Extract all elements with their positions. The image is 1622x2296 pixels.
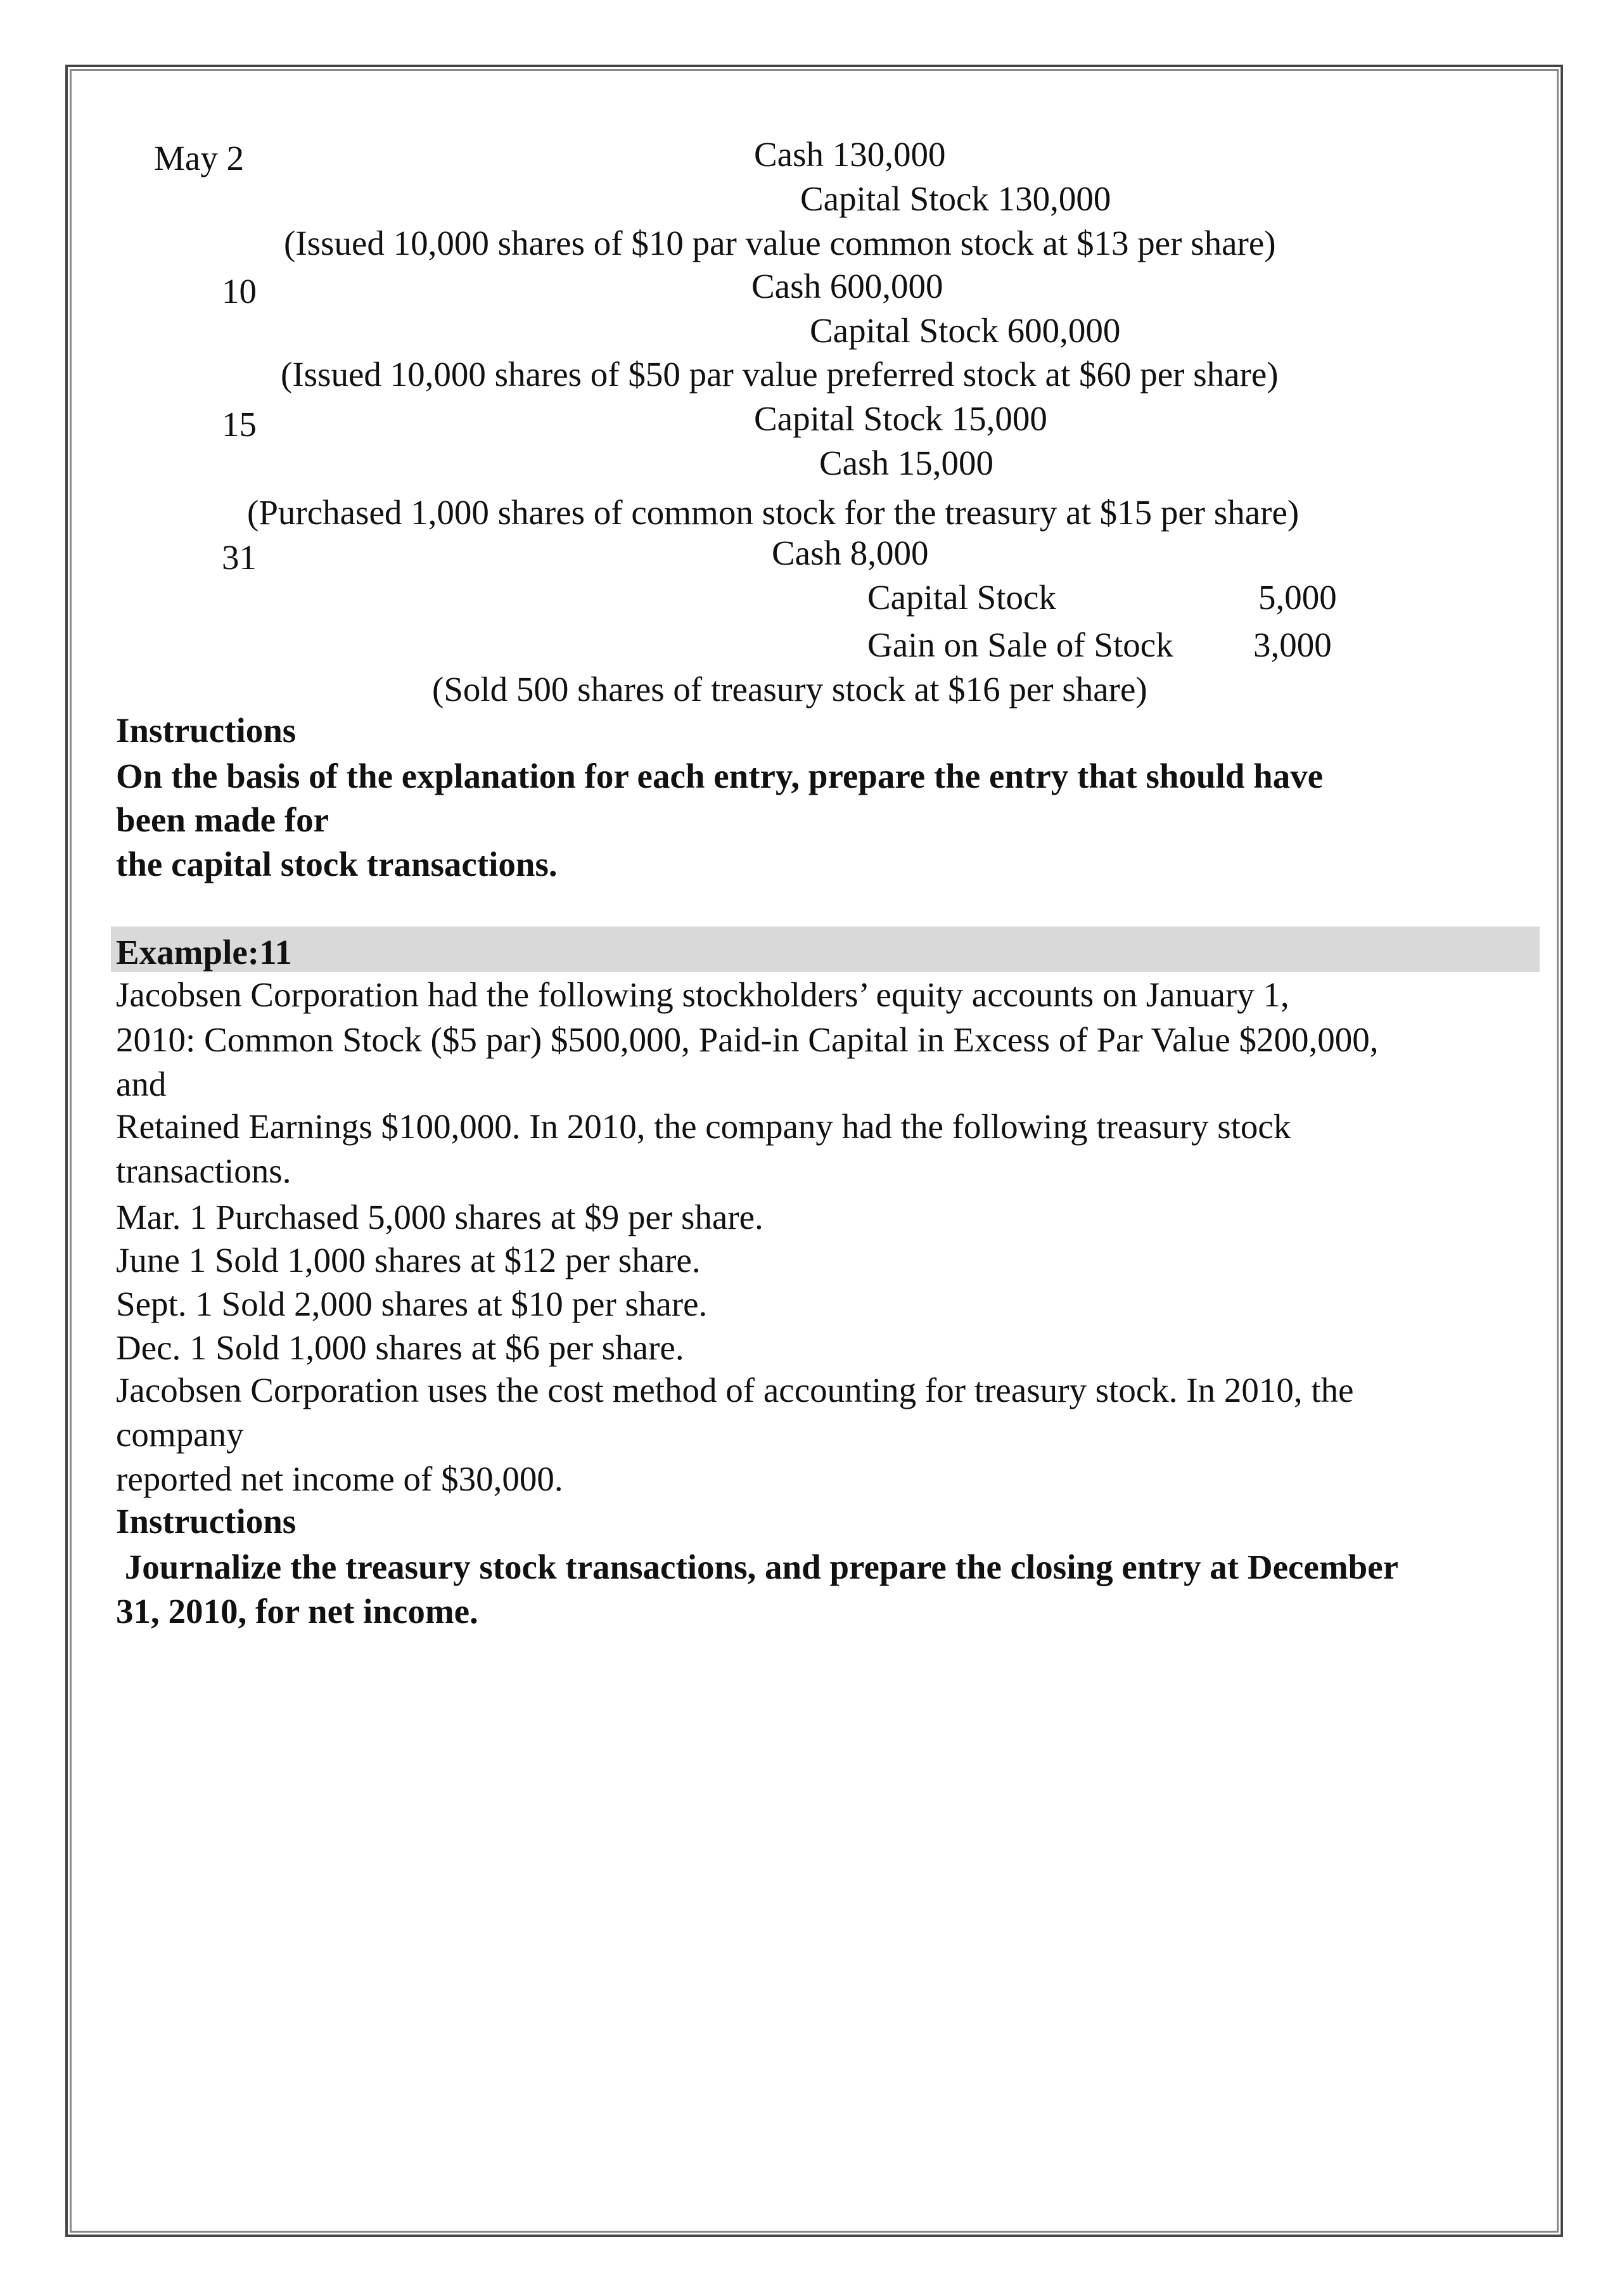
entry-date: 15 [222, 405, 257, 444]
instructions-heading: Instructions [116, 1502, 297, 1541]
entry-explanation: (Purchased 1,000 shares of common stock for the treasury at $15 per share) [247, 493, 1300, 532]
entry-explanation: (Issued 10,000 shares of $10 par value common stock at $13 per share) [284, 224, 1276, 262]
entry-credit: Capital Stock 600,000 [810, 311, 1121, 350]
entry-date: 31 [222, 538, 257, 577]
paragraph-line: reported net income of $30,000. [116, 1459, 563, 1498]
instructions-text: the capital stock transactions. [116, 845, 558, 883]
entry-credit-amount: 5,000 [1258, 578, 1337, 617]
instructions-text: 31, 2010, for net income. [116, 1592, 478, 1631]
instructions-text: On the basis of the explanation for each entry, prepare the entry that should have [116, 757, 1324, 795]
paragraph-line: Jacobsen Corporation had the following stockholders’ equity accounts on January 1, [116, 975, 1289, 1014]
instructions-text: Journalize the treasury stock transactions, and prepare the closing entry at December [116, 1548, 1399, 1586]
paragraph-line: company [116, 1415, 244, 1454]
paragraph-line: and [116, 1065, 167, 1103]
paragraph-line: transactions. [116, 1151, 291, 1190]
entry-explanation: (Sold 500 shares of treasury stock at $16 per share) [432, 670, 1147, 709]
example-heading: Example:11 [116, 933, 293, 972]
entry-debit: Cash 8,000 [772, 534, 929, 572]
paragraph-line: Retained Earnings $100,000. In 2010, the company had the following treasury stock [116, 1107, 1291, 1146]
instructions-heading: Instructions [116, 711, 297, 750]
entry-credit: Cash 15,000 [819, 444, 993, 482]
paragraph-line: Jacobsen Corporation uses the cost method of accounting for treasury stock. In 2010, the [116, 1371, 1354, 1409]
entry-date: 10 [222, 272, 257, 311]
entry-explanation: (Issued 10,000 shares of $50 par value preferred stock at $60 per share) [281, 355, 1279, 394]
transaction-line: Sept. 1 Sold 2,000 shares at $10 per share. [116, 1285, 708, 1323]
entry-credit: Capital Stock 130,000 [800, 179, 1111, 218]
transaction-line: Mar. 1 Purchased 5,000 shares at $9 per share. [116, 1198, 763, 1236]
entry-credit-account: Gain on Sale of Stock [867, 625, 1173, 664]
entry-credit-account: Capital Stock [867, 578, 1056, 617]
transaction-line: Dec. 1 Sold 1,000 shares at $6 per share. [116, 1328, 684, 1367]
paragraph-line: 2010: Common Stock ($5 par) $500,000, Paid-in Capital in Excess of Par Value $200,000, [116, 1020, 1379, 1059]
instructions-text: been made for [116, 800, 329, 839]
entry-debit: Cash 600,000 [751, 267, 943, 305]
entry-credit-amount: 3,000 [1253, 625, 1332, 664]
example-heading-highlight [111, 927, 1540, 972]
transaction-line: June 1 Sold 1,000 shares at $12 per share. [116, 1241, 701, 1279]
entry-date: May 2 [154, 139, 245, 177]
entry-debit: Capital Stock 15,000 [754, 399, 1047, 438]
entry-debit: Cash 130,000 [754, 135, 946, 174]
